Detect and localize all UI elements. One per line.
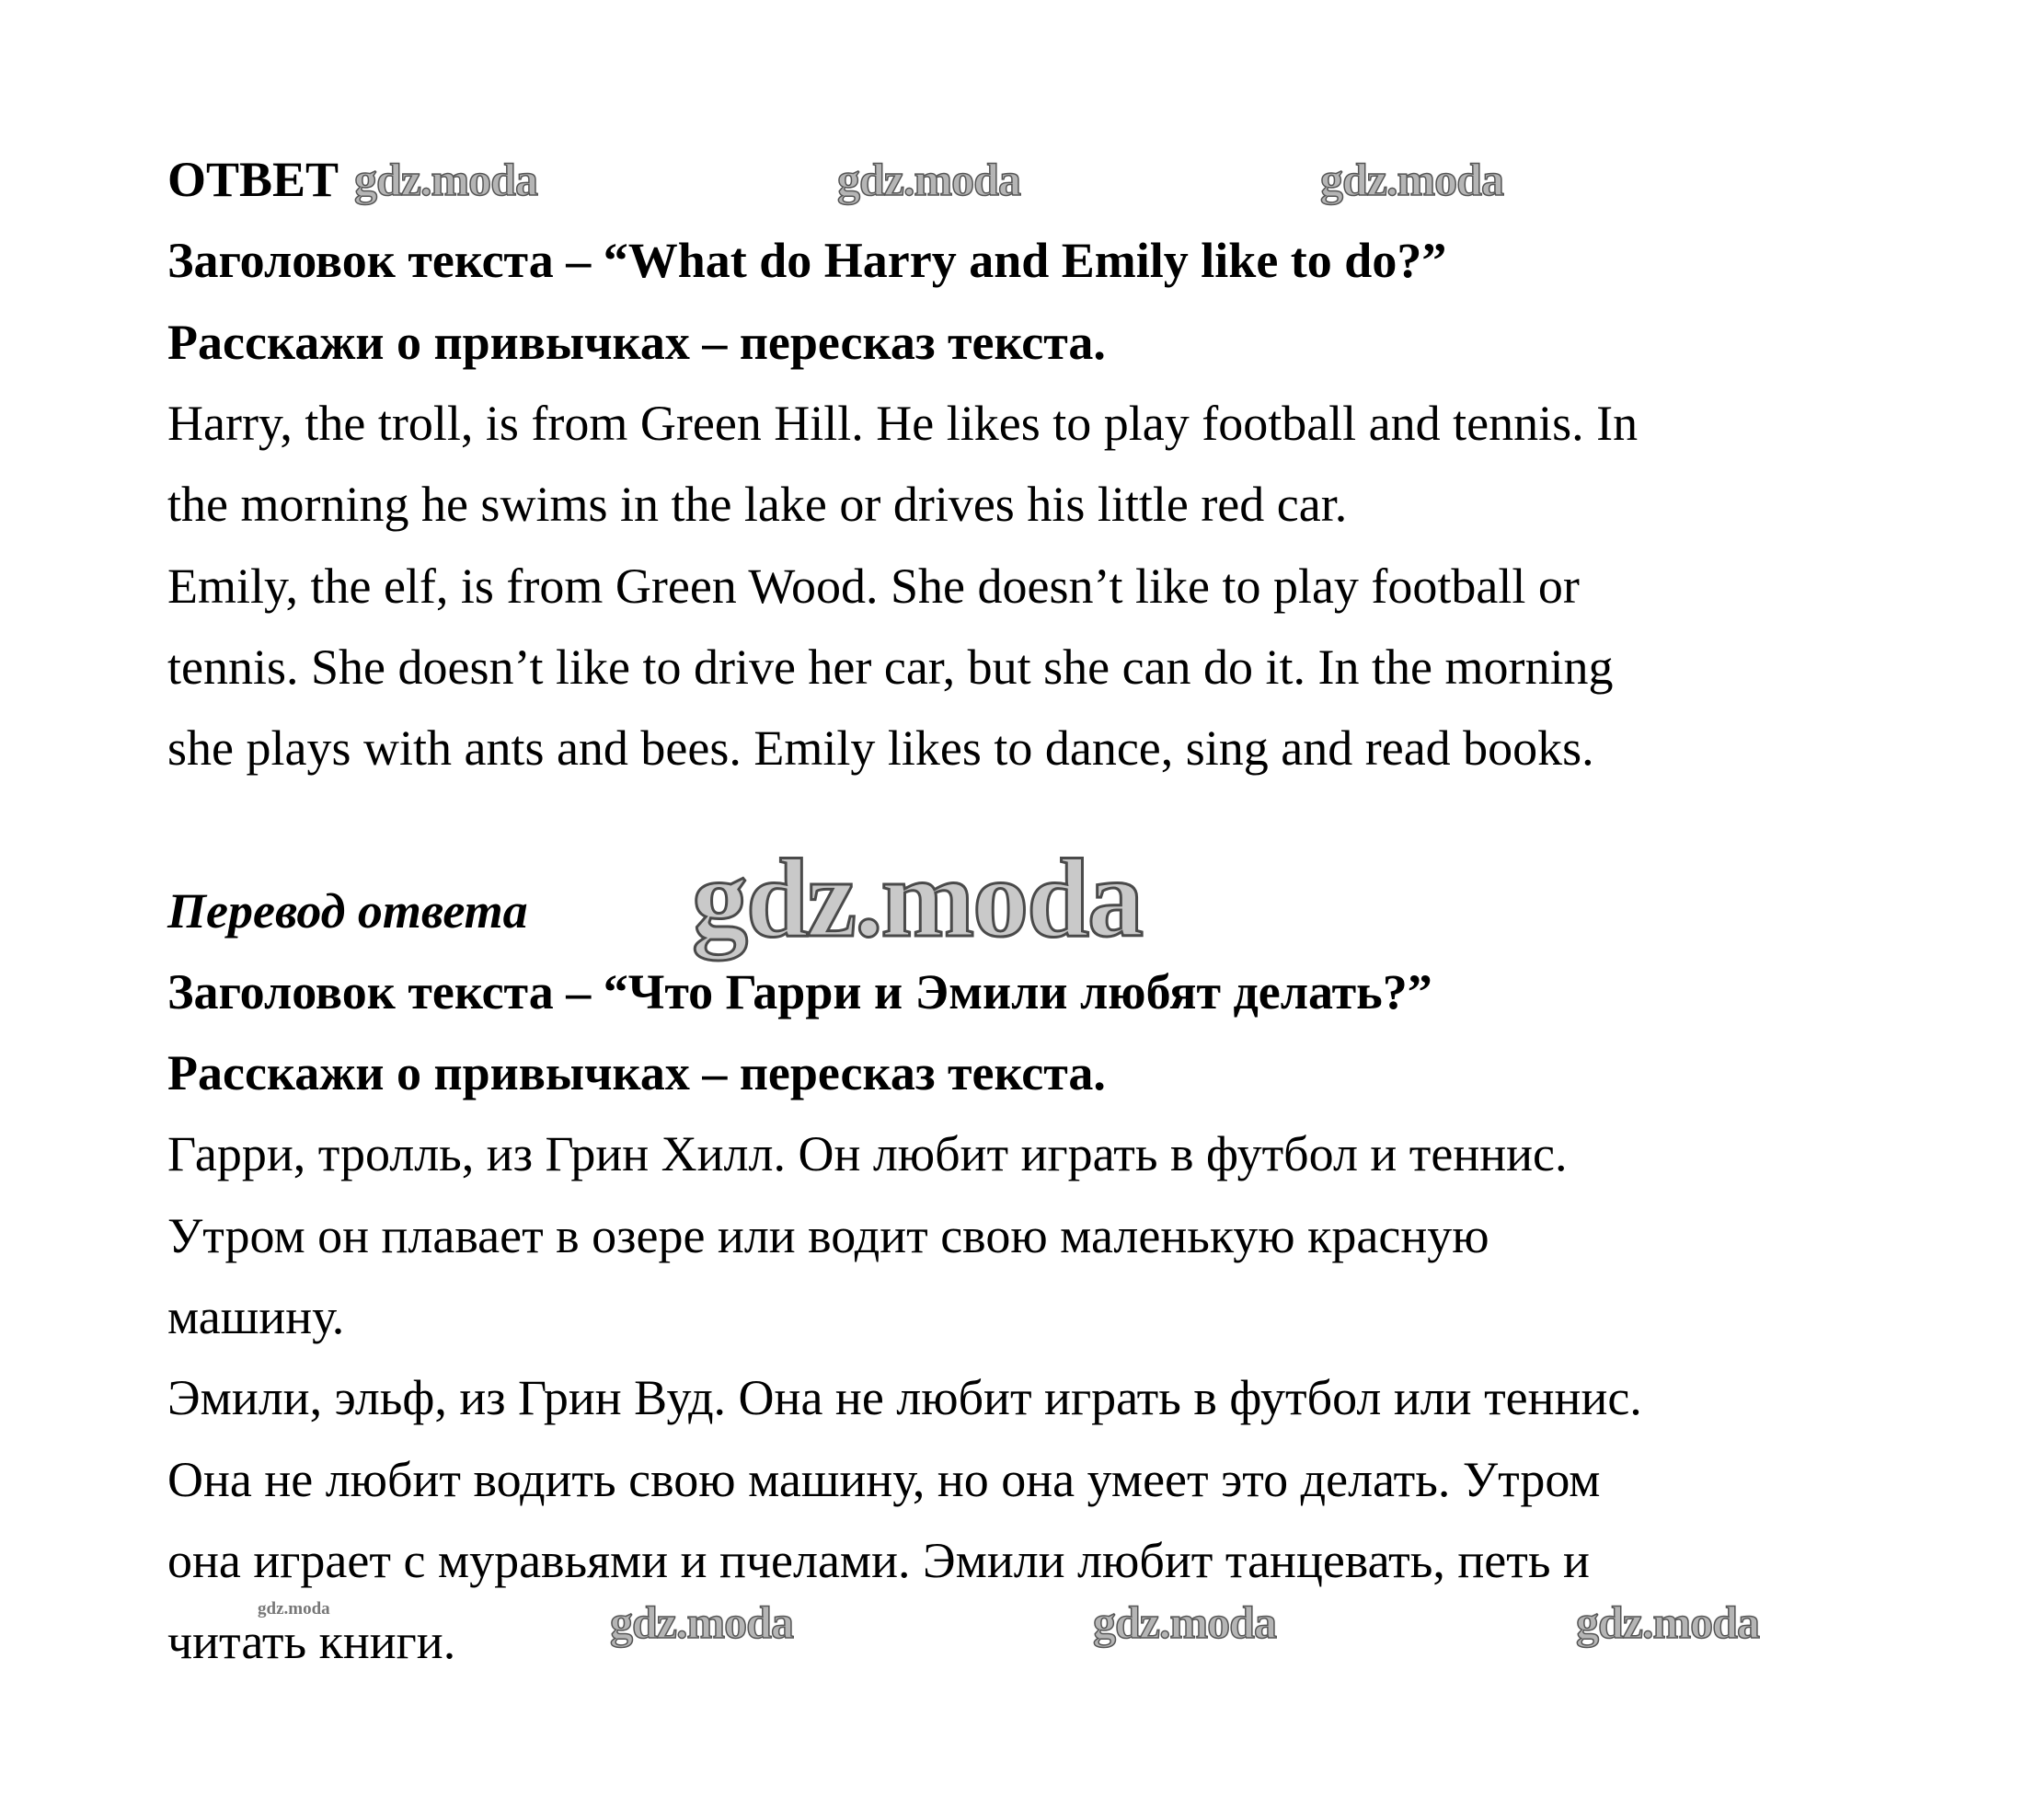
english-body-line: the morning he swims in the lake or drives his little red car.: [167, 477, 1348, 532]
watermark-top-1: gdz.moda: [354, 154, 537, 205]
translation-body-line: Утром он плавает в озере или водит свою маленькую красную: [167, 1208, 1489, 1263]
translation-heading: Перевод ответа: [167, 883, 528, 939]
english-body-line: Emily, the elf, is from Green Wood. She doesn’t like to play football or: [167, 559, 1580, 614]
translation-body-line: машину.: [167, 1289, 345, 1344]
translation-body-line: Она не любит водить свою машину, но она умеет это делать. Утром: [167, 1452, 1601, 1507]
translation-task-line: Расскажи о привычках – пересказ текста.: [167, 1045, 1106, 1100]
watermark-bottom-3: gdz.moda: [1576, 1596, 1759, 1648]
watermark-bottom-2: gdz.moda: [1093, 1596, 1276, 1648]
translation-body-line: Эмили, эльф, из Грин Вуд. Она не любит играть в футбол или теннис.: [167, 1370, 1642, 1425]
english-title-line: Заголовок текста – “What do Harry and Emily like to do?”: [167, 233, 1447, 288]
watermark-top-3: gdz.moda: [1320, 154, 1503, 205]
english-body-line: she plays with ants and bees. Emily likes to dance, sing and read books.: [167, 720, 1594, 776]
translation-title-line: Заголовок текста – “Что Гарри и Эмили любят делать?”: [167, 964, 1432, 1019]
answer-label: ОТВЕТ: [167, 152, 339, 207]
watermark-large: gdz.moda: [692, 836, 1142, 961]
watermark-bottom-1: gdz.moda: [610, 1596, 793, 1648]
english-body-line: tennis. She doesn’t like to drive her car, but she can do it. In the morning: [167, 639, 1614, 695]
translation-body-line: читать книги.: [167, 1614, 456, 1669]
translation-body-line: Гарри, тролль, из Грин Хилл. Он любит играть в футбол и теннис.: [167, 1126, 1568, 1181]
watermark-bottom-tiny: gdz.moda: [258, 1599, 330, 1618]
english-body-line: Harry, the troll, is from Green Hill. He likes to play football and tennis. In: [167, 396, 1639, 451]
watermark-top-2: gdz.moda: [837, 154, 1020, 205]
english-task-line: Расскажи о привычках – пересказ текста.: [167, 315, 1106, 370]
translation-body-line: она играет с муравьями и пчелами. Эмили любит танцевать, петь и: [167, 1533, 1590, 1588]
